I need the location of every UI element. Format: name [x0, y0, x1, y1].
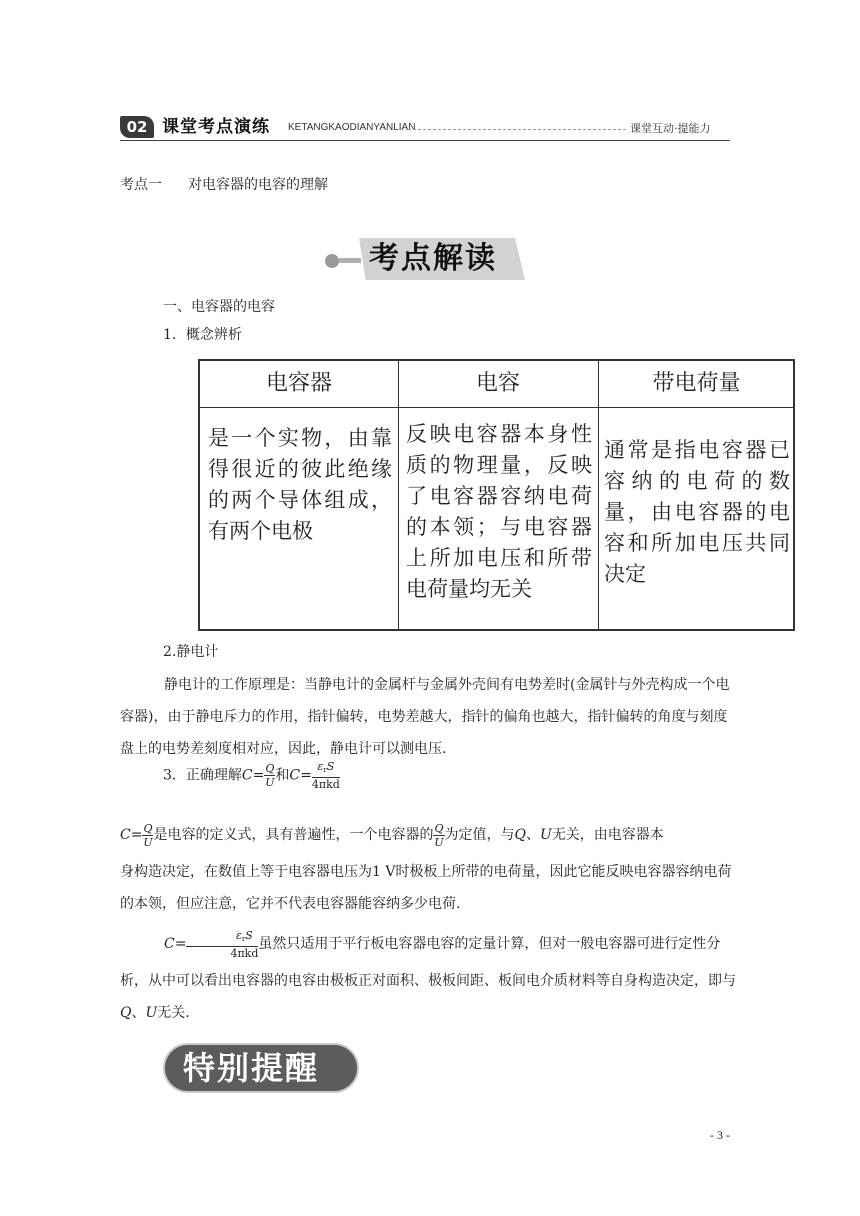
table-cell: 是一个实物，由靠得很近的彼此绝缘的两个导体组成，有两个电极	[208, 426, 392, 543]
chapter-banner	[120, 114, 730, 142]
banner-underline	[120, 140, 730, 141]
table-cell: 反映电容器本身性质的物理量，反映了电容器容纳电荷的本领；与电容器上所加电压和所带电荷量均无关	[406, 422, 592, 601]
subsection-heading: 2.静电计	[163, 644, 219, 660]
reminder-banner-label: 特别提醒	[183, 1049, 320, 1087]
topic-heading	[120, 175, 328, 195]
chapter-tagline: 课堂互动·提能力	[630, 122, 711, 135]
table-header: 电容器	[265, 371, 332, 396]
paragraph: C= $\frac{Q}{U}$ 是电容的定义式，具有普遍性，一个电容器的 $\frac{Q}{U}$ 为定值，与Q、U无关，由电容器本 身构造决定，在数值上等于电容器电压为1 V时极板上所带的电荷量，因此它能反映电容器容纳电荷的本领，但应注意，它并不代表电容器能容纳多少电荷.	[120, 821, 732, 912]
formula-fraction: $\frac{Q}{U}$	[265, 762, 275, 789]
formula-fraction: $\frac{Q}{U}$	[434, 821, 444, 849]
table-cell: 通常是指电容器已容纳的电荷的数量，由电容器的电容和所加电压共同决定	[604, 438, 790, 586]
topic-title: 对电容器的电容的理解	[188, 177, 328, 193]
chapter-pinyin: KETANGKAODIANYANLIAN	[288, 122, 416, 133]
concept-table	[198, 359, 795, 631]
formula-fraction: $\frac{\varepsilon_rS}{\text{4πkd}}$	[186, 929, 258, 960]
table-header: 电容	[475, 371, 520, 396]
analysis-banner-label: 考点解读	[369, 241, 497, 276]
paragraph: 静电计的工作原理是：当静电计的金属杆与金属外壳间有电势差时(金属针与外壳构成一个电容器)，由于静电斥力的作用，指针偏转，电势差越大，指针的偏角也越大，指针偏转的角度与刻度盘上的电势差刻度相对应，因此，静电计可以测电压.	[120, 677, 730, 757]
chapter-badge: 02	[120, 116, 154, 138]
chapter-title: 课堂考点演练	[162, 117, 270, 137]
section-heading: 一、电容器的电容	[163, 299, 275, 315]
banner-divider	[408, 129, 626, 130]
analysis-banner	[325, 234, 530, 282]
subsection-heading: 1．概念辨析	[163, 327, 242, 343]
formula-fraction: $\frac{Q}{U}$	[143, 821, 153, 849]
reminder-banner	[163, 1043, 363, 1095]
page-number: - 3 -	[710, 1128, 730, 1142]
banner-dot-icon	[325, 254, 339, 268]
formula-fraction: $\frac{\varepsilon_rS}{\text{4πkd}}$	[311, 760, 340, 791]
topic-label: 考点一	[120, 177, 162, 193]
table-header: 带电荷量	[652, 371, 741, 396]
paragraph: C= $\frac{\varepsilon_rS}{\text{4πkd}}$ 虽然只适用于平行板电容器电容的定量计算，但对一般电容器可进行定性分 析，从中可以看出电容器的电容由极板正对面积、极板间距、板间电介质材料等自身构造决定，即与Q、U无关.	[120, 928, 736, 1021]
subsection-heading: 3．正确理解C= $\frac{Q}{U}$ 和C= $\frac{\varepsilon_rS}{\text{4πkd}}$	[163, 760, 340, 791]
